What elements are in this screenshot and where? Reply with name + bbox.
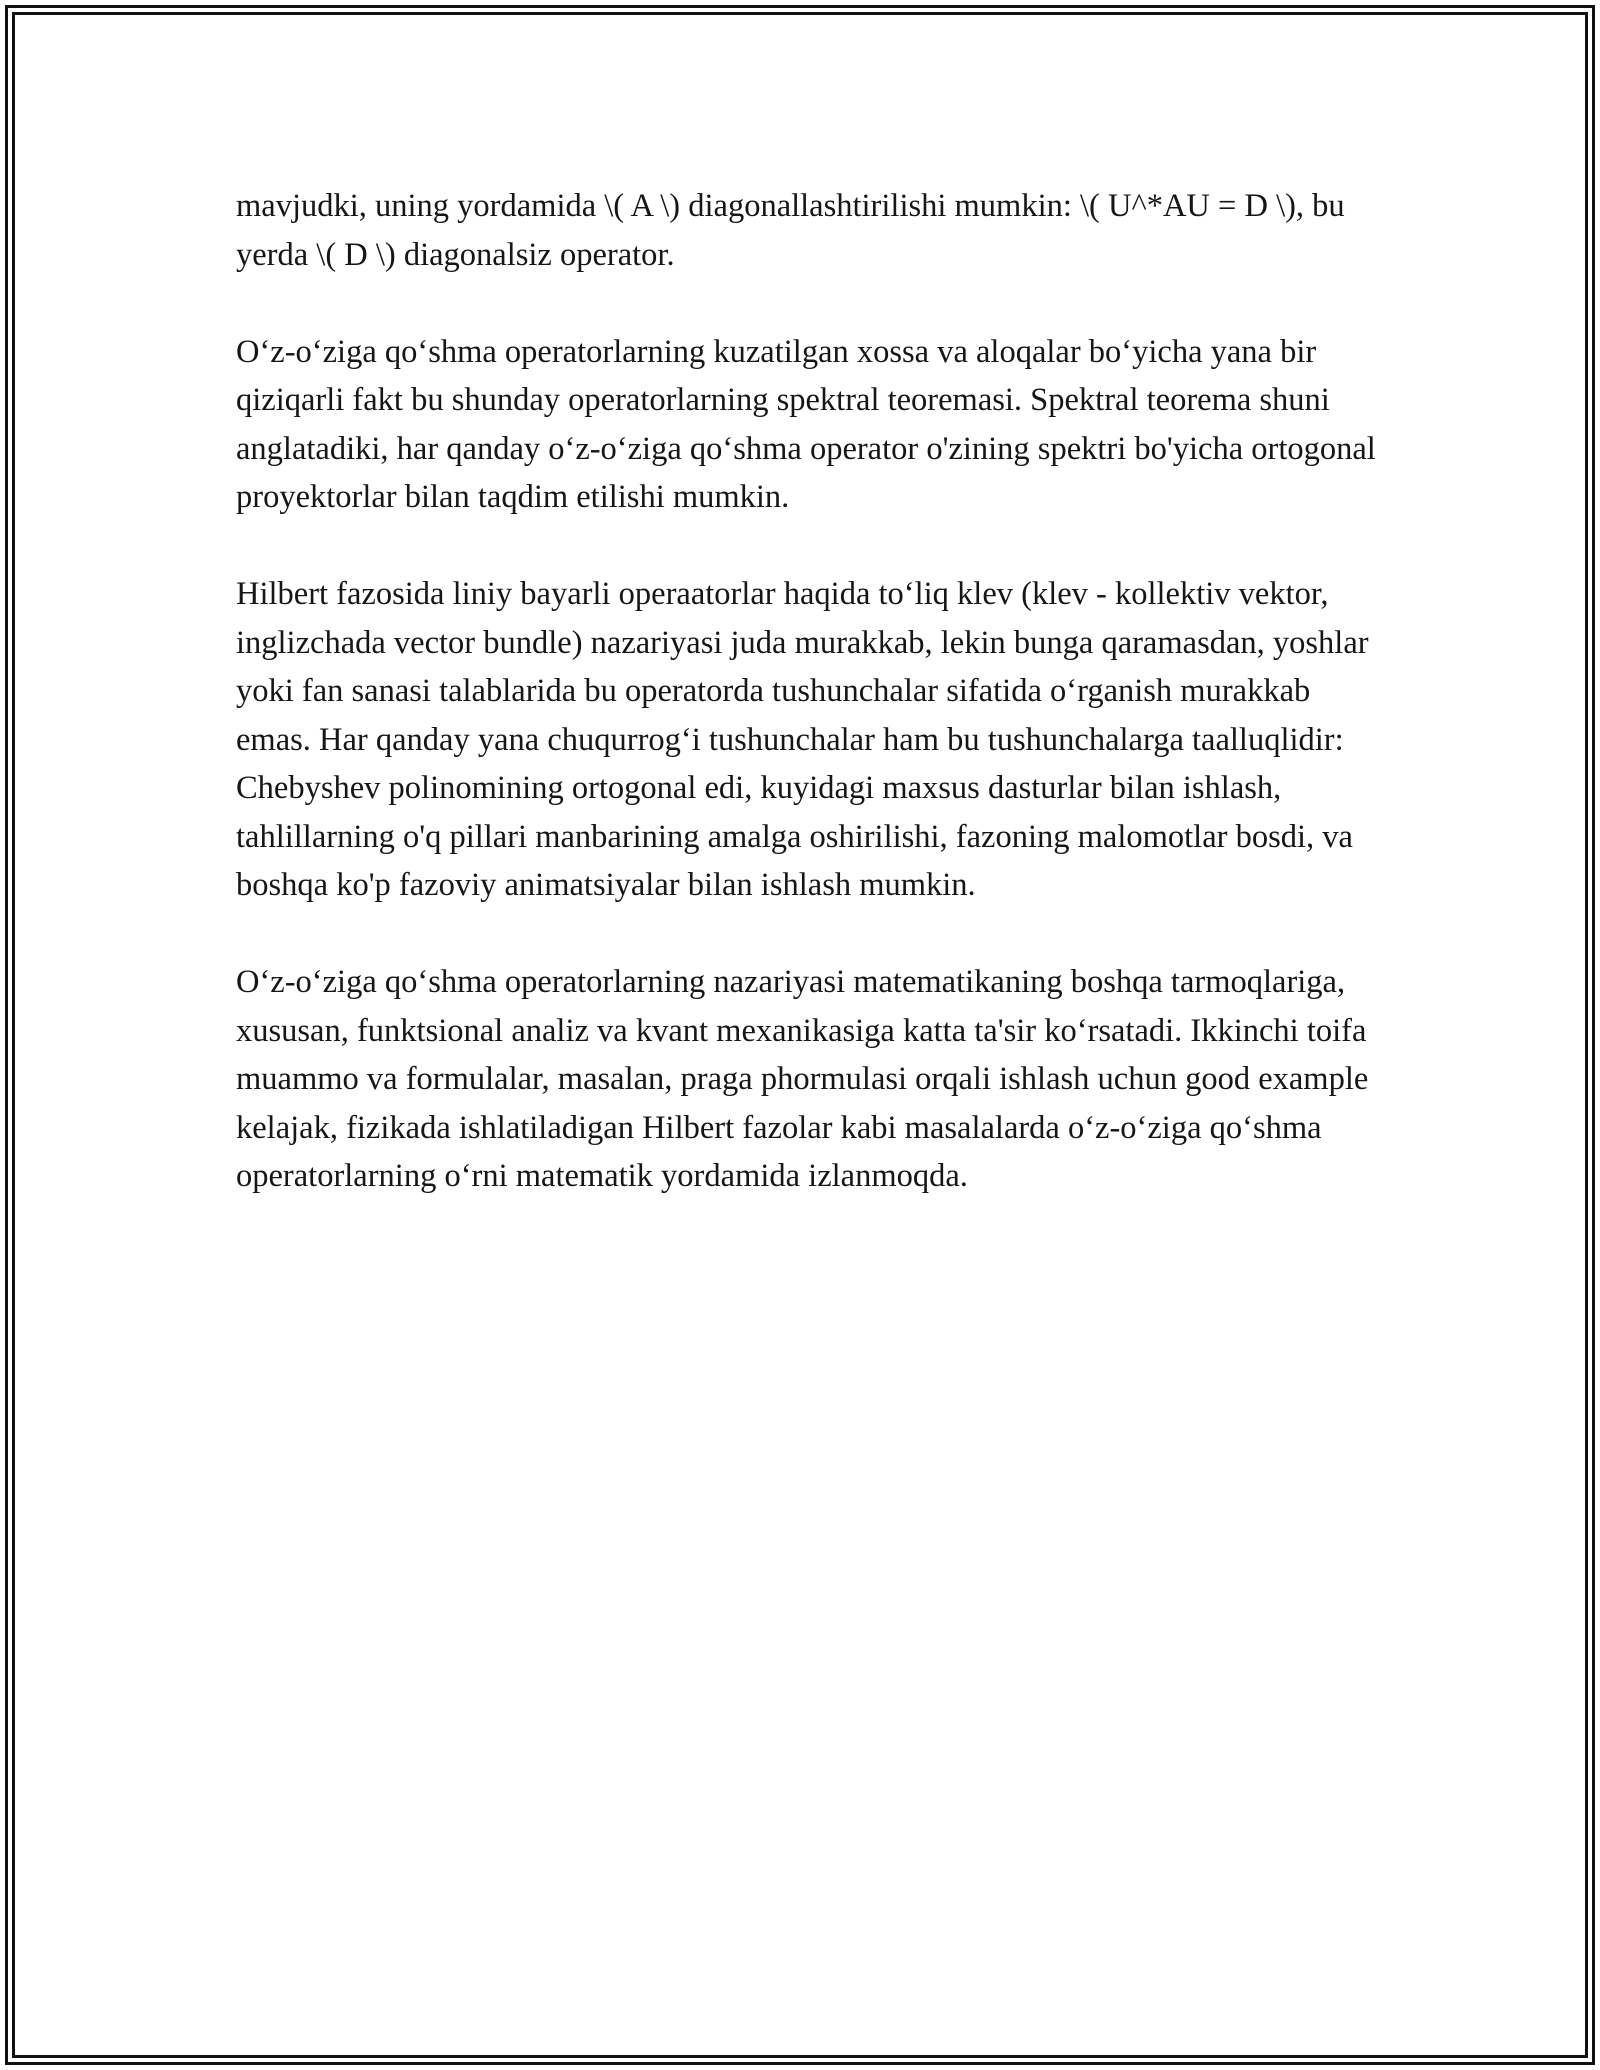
- paragraph-1: mavjudki, uning yordamida \( A \) diagonallashtirilishi mumkin: \( U^*AU = D \), bu yerda \( D \) diagonalsiz operator.: [236, 188, 1345, 273]
- paragraph-3: Hilbert fazosida liniy bayarli operaatorlar haqida to‘liq klev (klev - kollektiv vektor, inglizchada vector bundle) nazariyasi juda murakkab, lekin bunga qaramasdan, yoshlar yoki fan sanasi talablarida bu operatorda tushunchalar sifatida o‘rganish murakkab emas. Har qanday yana chuqurrog‘i tushunchalar ham bu tushunchalarga taalluqlidir: Chebyshev polinomining ortogonal edi, kuyidagi maxsus dasturlar bilan ishlash, tahlillarning o'q pillari manbarining amalga oshirilishi, fazoning malomotlar bosdi, va boshqa ko'p fazoviy animatsiyalar bilan ishlash mumkin.: [236, 576, 1369, 903]
- document-body: [236, 182, 1376, 1201]
- paragraph-4: O‘z-o‘ziga qo‘shma operatorlarning nazariyasi matematikaning boshqa tarmoqlariga, xususan, funktsional analiz va kvant mexanikasiga katta ta'sir ko‘rsatadi. Ikkinchi toifa muammo va formulalar, masalan, praga phormulasi orqali ishlash uchun good example kelajak, fizikada ishlatiladigan Hilbert fazolar kabi masalalarda o‘z-o‘ziga qo‘shma operatorlarning o‘rni matematik yordamida izlanmoqda.: [236, 964, 1369, 1194]
- paragraph-2: O‘z-o‘ziga qo‘shma operatorlarning kuzatilgan xossa va aloqalar bo‘yicha yana bir qiziqarli fakt bu shunday operatorlarning spektral teoremasi. Spektral teorema shuni anglatadiki, har qanday o‘z-o‘ziga qo‘shma operator o'zining spektri bo'yicha ortogonal proyektorlar bilan taqdim etilishi mumkin.: [236, 333, 1376, 515]
